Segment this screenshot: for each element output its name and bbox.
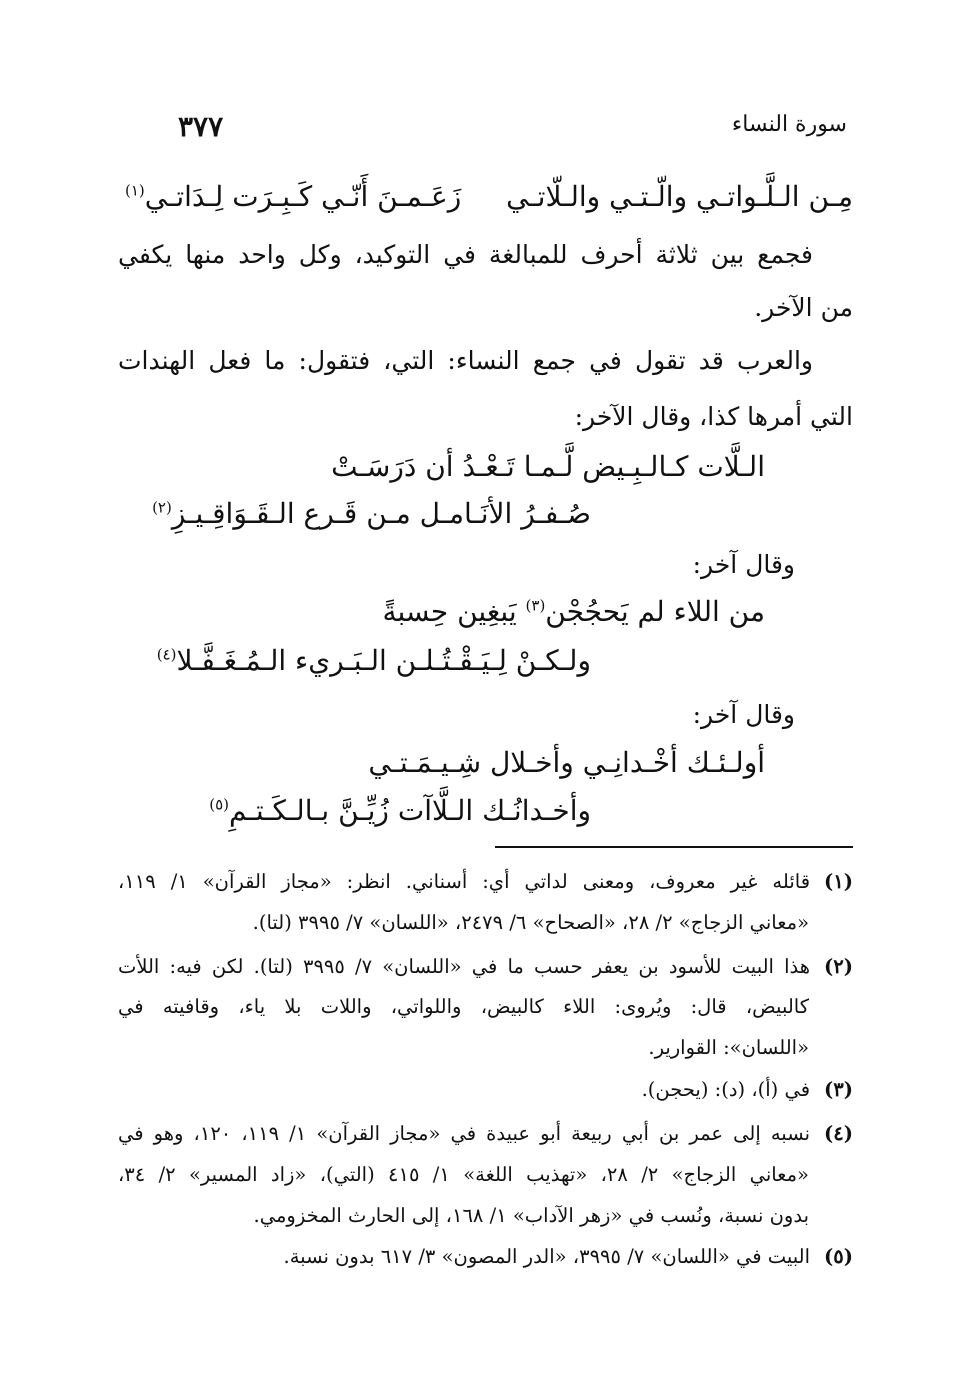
footnote-4-line1: (٤)نسبه إلى عمر بن أبي ربيعة أبو عبيدة في «مجاز القرآن» ١/ ١١٩، ١٢٠، وهو في <box>118 1122 853 1145</box>
running-title: سورة النساء <box>731 112 847 137</box>
footnote-4-number: (٤) <box>824 1122 853 1145</box>
footnote-separator <box>495 846 853 848</box>
said-another-2: وقال آخر: <box>692 700 795 729</box>
verse1-second-hemistich: زَعَـمـنَ أَنّـي كَـبِـرَت لِـدَاتـي$^{(١)}$ <box>125 180 462 213</box>
paragraph1-line1: فجمع بين ثلاثة أحرف للمبالغة في التوكيد، وكل واحد منها يكفي <box>118 240 813 269</box>
verse1-first-hemistich: مِـن الـلَّـواتـي والّـتـي والـلّاتـي <box>506 180 853 213</box>
footnote-2-line3: «اللسان»: القوارير. <box>648 1036 809 1059</box>
footnote-2-line1: (٢)هذا البيت للأسود بن يعفر حسب ما في «اللسان» ٧/ ٣٩٩٥ (لتا). لكن فيه: اللأت <box>118 955 853 978</box>
footnote-ref-3: (٣) <box>525 596 546 615</box>
verse3-second-hemistich: ولـكـنْ لِـيَـقْـتُـلـن الـبَـريء الـمُـغَـفَّـلا$^{(٤)}$ <box>156 644 591 677</box>
footnote-ref-5: (٥) <box>209 795 229 814</box>
footnote-1-line2: «معاني الزجاج» ٢/ ٢٨، «الصحاح» ٦/ ٢٤٧٩، «اللسان» ٧/ ٣٩٩٥ (لتا). <box>252 911 809 934</box>
footnote-2-number: (٢) <box>824 955 853 978</box>
verse4-first-hemistich: أولـئـك أخْـدانِـي وأخـلال شِـيـمَـتـي <box>368 746 765 779</box>
footnote-ref-4: (٤) <box>156 645 177 664</box>
paragraph2-line1: والعرب قد تقول في جمع النساء: التي، فتقول: ما فعل الهندات <box>118 346 813 375</box>
verse2-first-hemistich: الـلَّات كـالـبِـيض لَّـمـا تَـعْـدُ أن دَرَسَـتْ <box>331 450 765 483</box>
footnote-4-line3: بدون نسبة، ونُسب في «زهر الآداب» ١/ ١٦٨، إلى الحارث المخزومي. <box>253 1204 809 1227</box>
footnote-ref-1: (١) <box>125 181 145 200</box>
footnote-3-number: (٣) <box>824 1078 853 1101</box>
footnote-2-line2: كالبيض، قال: ويُروى: اللاء كالبيض، واللواتي، واللات بلا ياء، وقافيته في <box>118 995 809 1018</box>
verse4-second-hemistich: وأخـدانُـك الـلَّاآت زُيِّـنَّ بـالـكَـتـمِ$^{(٥)}$ <box>209 794 591 827</box>
said-another-1: وقال آخر: <box>692 550 795 579</box>
footnote-1-line1: (١)قائله غير معروف، ومعنى لداتي أي: أسناني. انظر: «مجاز القرآن» ١/ ١١٩، <box>118 870 853 893</box>
footnote-3-line1: (٣)في (أ)، (د): (يحجن). <box>641 1078 853 1101</box>
footnote-ref-2: (٢) <box>152 498 172 517</box>
paragraph1-line2: من الآخر. <box>754 293 853 322</box>
verse3-first-hemistich: من اللاء لم يَحجُجْن$^{(٣)}$ يَبغِين حِسبةً <box>382 595 765 628</box>
footnote-4-line2: «معاني الزجاج» ٢/ ٢٨، «تهذيب اللغة» ١/ ٤١٥ (التي)، «زاد المسير» ٢/ ٣٤، <box>118 1163 809 1186</box>
footnote-5-number: (٥) <box>824 1245 853 1268</box>
verse2-second-hemistich: صُـفـرُ الأنَـامـل مـن قَـرع الـقَـوَاقِـيـزِ$^{(٢)}$ <box>152 497 591 530</box>
footnote-1-number: (١) <box>824 870 853 893</box>
page-number: ٣٧٧ <box>178 110 224 143</box>
paragraph2-line2: التي أمرها كذا، وقال الآخر: <box>574 402 853 431</box>
footnote-5-line1: (٥)البيت في «اللسان» ٧/ ٣٩٩٥، «الدر المصون» ٣/ ٦١٧ بدون نسبة. <box>283 1245 853 1268</box>
